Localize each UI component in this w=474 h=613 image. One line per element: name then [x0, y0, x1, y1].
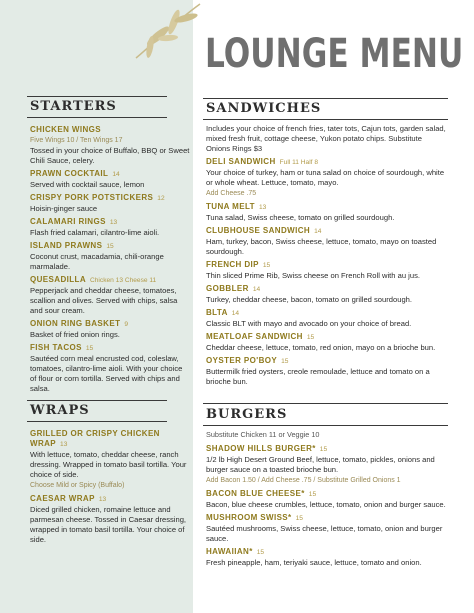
- item-price: Chicken 13 Cheese 11: [90, 277, 157, 284]
- item-description: Cheddar cheese, lettuce, tomato, red onion, mayo on a brioche bun.: [206, 343, 436, 352]
- item-options: Choose Mild or Spicy (Buffalo): [30, 482, 125, 489]
- item-name: HAWAIIAN*: [206, 547, 253, 556]
- item-name: BACON BLUE CHEESE*: [206, 489, 305, 498]
- item-price: 15: [319, 446, 328, 453]
- menu-item: [30, 217, 190, 238]
- menu-item: [206, 202, 446, 223]
- item-description: Served with cocktail sauce, lemon: [30, 180, 145, 189]
- item-price: 15: [262, 262, 271, 269]
- divider: [203, 119, 448, 120]
- menu-item: [30, 343, 190, 394]
- menu-item: [30, 429, 190, 491]
- item-options: Add Bacon 1.50 / Add Cheese .75 / Substitute Grilled Onions 1: [206, 477, 401, 484]
- divider: [203, 98, 448, 99]
- menu-item: [30, 125, 190, 166]
- item-name: ONION RING BASKET: [30, 319, 121, 328]
- menu-item: [206, 489, 446, 510]
- item-price: 14: [252, 286, 261, 293]
- burgers-heading: BURGERS: [206, 407, 288, 422]
- menu-item: [206, 444, 446, 486]
- item-price: 13: [60, 441, 68, 448]
- menu-item: [30, 494, 190, 545]
- item-description: With lettuce, tomato, cheddar cheese, ranch dressing. Wrapped in tomato basil tortilla. Your choice of side.: [30, 450, 187, 479]
- item-price: 15: [85, 345, 94, 352]
- item-name: FISH TACOS: [30, 343, 82, 352]
- item-price: Full 11 Half 8: [279, 159, 319, 166]
- item-description: Ham, turkey, bacon, Swiss cheese, lettuce, tomato, mayo on toasted sourdough.: [206, 237, 437, 256]
- item-description: Bacon, blue cheese crumbles, lettuce, tomato, onion and burger sauce.: [206, 500, 446, 509]
- divider: [203, 403, 448, 404]
- item-price: 14: [314, 228, 322, 235]
- menu-item: [30, 275, 190, 316]
- item-description: Diced grilled chicken, romaine lettuce and parmesan cheese. Tossed in Caesar dressing, wrapped in tomato basil tortilla. Your choice of side.: [30, 505, 187, 544]
- item-price: 15: [306, 334, 315, 341]
- item-price: 15: [256, 549, 265, 556]
- item-price: 15: [106, 243, 114, 250]
- item-price: 14: [231, 310, 240, 317]
- sandwiches-intro: Includes your choice of french fries, tater tots, Cajun tots, garden salad, mixed fresh fruit, cottage cheese, Yukon potato chips. Substitute Onions Rings $3: [206, 124, 446, 153]
- wraps-heading: WRAPS: [30, 403, 90, 418]
- item-price: 14: [112, 171, 120, 178]
- divider: [27, 421, 167, 422]
- menu-item: [30, 241, 190, 272]
- item-name: SHADOW HILLS BURGER*: [206, 444, 316, 453]
- item-description: Sautéed mushrooms, Swiss cheese, lettuce, tomato, onion and burger sauce.: [206, 524, 443, 543]
- menu-item: [206, 332, 446, 353]
- item-name: CALAMARI RINGS: [30, 217, 106, 226]
- item-name: OYSTER PO'BOY: [206, 356, 278, 365]
- item-description: Tuna salad, Swiss cheese, tomato on grilled sourdough.: [206, 213, 395, 222]
- item-description: 1/2 lb High Desert Ground Beef, lettuce, tomato, pickles, onions and burger sauce on a toasted brioche bun.: [206, 455, 435, 474]
- wraps-list: [30, 429, 190, 548]
- item-name: FRENCH DIP: [206, 260, 259, 269]
- item-description: Fresh pineapple, ham, teriyaki sauce, lettuce, tomato and onion.: [206, 558, 422, 567]
- menu-item: [206, 547, 446, 568]
- olive-branch-icon: [130, 0, 205, 62]
- item-price: 15: [308, 491, 317, 498]
- item-price: 15: [281, 358, 289, 365]
- item-description: Classic BLT with mayo and avocado on your choice of bread.: [206, 319, 412, 328]
- menu-item: [206, 157, 446, 199]
- item-price: 13: [109, 219, 118, 226]
- item-name: TUNA MELT: [206, 202, 255, 211]
- item-name: CAESAR WRAP: [30, 494, 95, 503]
- item-description: Buttermilk fried oysters, creole remoulade, lettuce and tomato on a brioche bun.: [206, 367, 430, 386]
- sandwiches-heading: SANDWICHES: [206, 101, 322, 116]
- item-price: 15: [295, 515, 303, 522]
- divider: [27, 400, 167, 401]
- menu-item: [206, 284, 446, 305]
- item-price: 12: [157, 195, 165, 202]
- item-name: MEATLOAF SANDWICH: [206, 332, 303, 341]
- menu-title: LOUNGE MENU: [205, 31, 464, 77]
- menu-item: [30, 193, 190, 214]
- menu-item: [30, 319, 190, 340]
- item-name: CRISPY PORK POTSTICKERS: [30, 193, 154, 202]
- sandwiches-list: [206, 124, 446, 390]
- burgers-list: [206, 430, 446, 571]
- item-price-options: Five Wings 10 / Ten Wings 17: [30, 137, 123, 144]
- item-description: Tossed in your choice of Buffalo, BBQ or Sweet Chili Sauce, celery.: [30, 146, 190, 165]
- item-description: Pepperjack and cheddar cheese, tomatoes, scallion and olives. Served with chips, salsa and sour cream.: [30, 286, 178, 315]
- item-description: Coconut crust, macadamia, chili-orange marmalade.: [30, 252, 164, 271]
- item-name: GRILLED OR CRISPY CHICKEN WRAP: [30, 429, 160, 448]
- item-name: DELI SANDWICH: [206, 157, 276, 166]
- divider: [27, 96, 167, 97]
- starters-list: [30, 125, 190, 397]
- item-options: Add Cheese .75: [206, 190, 257, 197]
- item-price: 13: [98, 496, 107, 503]
- menu-item: [206, 226, 446, 257]
- item-price: 9: [124, 321, 129, 328]
- item-name: QUESADILLA: [30, 275, 86, 284]
- item-description: Flash fried calamari, cilantro-lime aioli.: [30, 228, 160, 237]
- item-description: Hoisin-ginger sauce: [30, 204, 98, 213]
- divider: [203, 425, 448, 426]
- menu-item: [206, 260, 446, 281]
- item-name: PRAWN COCKTAIL: [30, 169, 109, 178]
- starters-heading: STARTERS: [30, 99, 117, 114]
- item-name: ISLAND PRAWNS: [30, 241, 103, 250]
- item-description: Turkey, cheddar cheese, bacon, tomato on grilled sourdough.: [206, 295, 412, 304]
- item-description: Thin sliced Prime Rib, Swiss cheese on French Roll with au jus.: [206, 271, 420, 280]
- item-price: 13: [258, 204, 267, 211]
- item-description: Basket of fried onion rings.: [30, 330, 120, 339]
- menu-item: [206, 356, 446, 387]
- burgers-intro: Substitute Chicken 11 or Veggie 10: [206, 430, 320, 439]
- divider: [27, 117, 167, 118]
- item-name: CHICKEN WINGS: [30, 125, 101, 134]
- menu-item: [206, 513, 446, 544]
- item-description: Your choice of turkey, ham or tuna salad on choice of sourdough, white or whole wheat. Lettuce, tomato, mayo.: [206, 168, 445, 187]
- item-name: MUSHROOM SWISS*: [206, 513, 292, 522]
- item-description: Sautéed corn meal encrusted cod, coleslaw, tomatoes, cilantro-lime aioli. With your choice of flour or corn tortilla. Served with chips and salsa.: [30, 354, 183, 393]
- menu-item: [30, 169, 190, 190]
- item-name: BLTA: [206, 308, 228, 317]
- item-name: GOBBLER: [206, 284, 249, 293]
- item-name: CLUBHOUSE SANDWICH: [206, 226, 311, 235]
- menu-item: [206, 308, 446, 329]
